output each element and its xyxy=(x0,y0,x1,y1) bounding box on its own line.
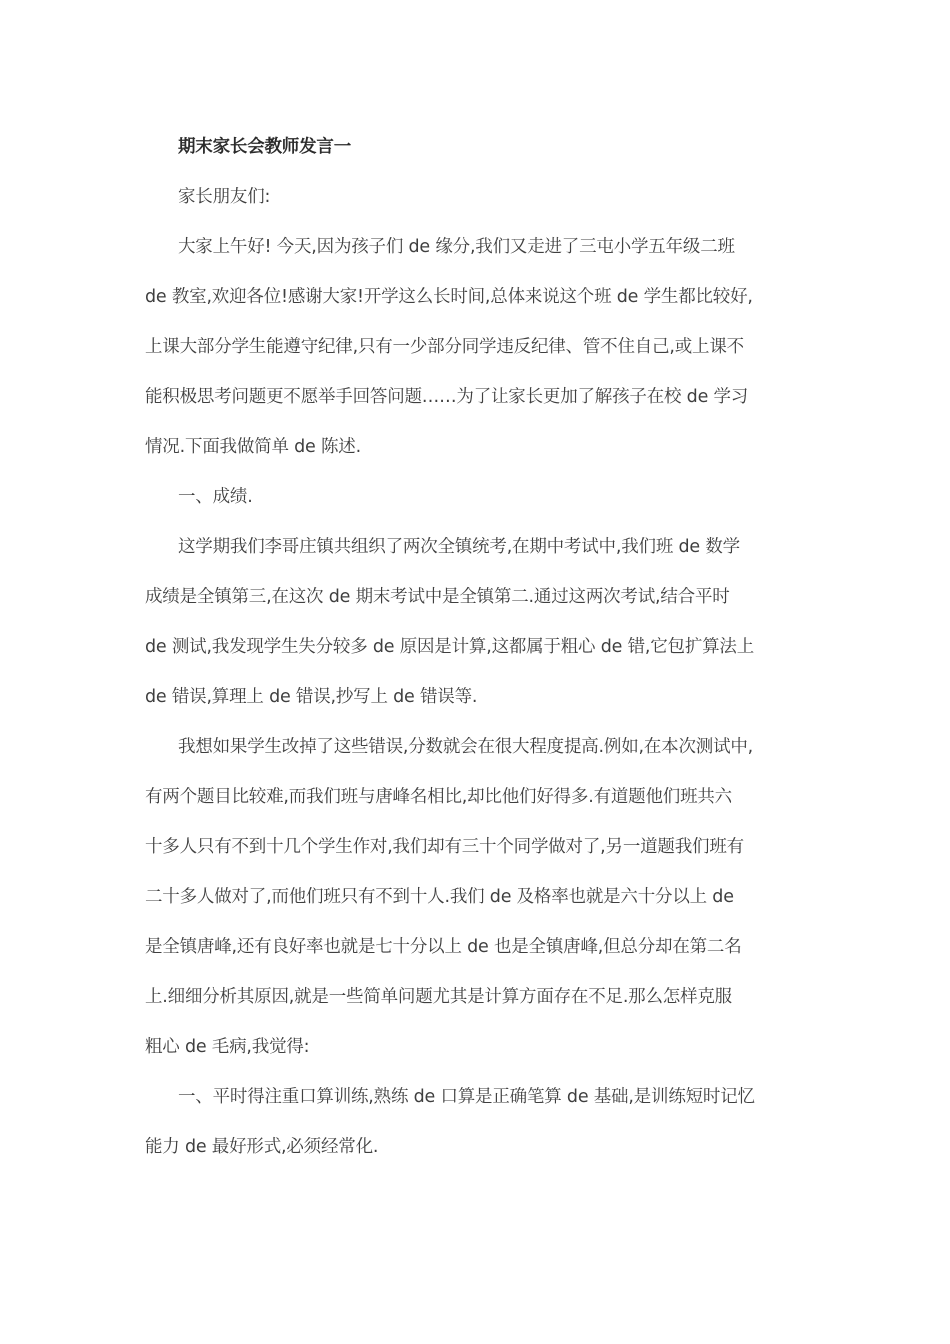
document-body xyxy=(145,122,810,1172)
paragraph xyxy=(145,1072,810,1172)
paragraph-list xyxy=(145,172,810,1172)
text-line: de 错误,算理上 de 错误,抄写上 de 错误等. xyxy=(145,687,478,707)
text-line: 我想如果学生改掉了这些错误,分数就会在很大程度提高.例如,在本次测试中, xyxy=(178,737,754,757)
text-line: 能积极思考问题更不愿举手回答问题……为了让家长更加了解孩子在校 de 学习 xyxy=(145,387,749,407)
text-line: 家长朋友们: xyxy=(178,187,271,207)
text-line: de 测试,我发现学生失分较多 de 原因是计算,这都属于粗心 de 错,它包扩算法上 xyxy=(145,637,755,657)
text-line: 这学期我们李哥庄镇共组织了两次全镇统考,在期中考试中,我们班 de 数学 xyxy=(178,537,740,557)
paragraph xyxy=(145,722,810,1072)
text-line: 上.细细分析其原因,就是一些简单问题尤其是计算方面存在不足.那么怎样克服 xyxy=(145,987,732,1007)
text-line: de 教室,欢迎各位!感谢大家!开学这么长时间,总体来说这个班 de 学生都比较好, xyxy=(145,287,753,307)
text-line: 十多人只有不到十几个学生作对,我们却有三十个同学做对了,另一道题我们班有 xyxy=(145,837,744,857)
text-line: 成绩是全镇第三,在这次 de 期末考试中是全镇第二.通过这两次考试,结合平时 xyxy=(145,587,730,607)
text-line: 粗心 de 毛病,我觉得: xyxy=(145,1037,310,1057)
text-line: 二十多人做对了,而他们班只有不到十人.我们 de 及格率也就是六十分以上 de xyxy=(145,887,734,907)
paragraph xyxy=(145,522,810,722)
text-line: 有两个题目比较难,而我们班与唐峰名相比,却比他们好得多.有道题他们班共六 xyxy=(145,787,732,807)
text-line: 一、成绩. xyxy=(178,487,253,507)
text-line: 上课大部分学生能遵守纪律,只有一少部分同学违反纪律、管不住自己,或上课不 xyxy=(145,337,744,357)
text-line: 情况.下面我做简单 de 陈述. xyxy=(145,437,361,457)
text-line: 大家上午好! 今天,因为孩子们 de 缘分,我们又走进了三屯小学五年级二班 xyxy=(178,237,735,257)
text-line: 一、平时得注重口算训练,熟练 de 口算是正确笔算 de 基础,是训练短时记忆 xyxy=(178,1087,755,1107)
paragraph xyxy=(145,172,810,222)
text-line: 能力 de 最好形式,必须经常化. xyxy=(145,1137,379,1157)
paragraph xyxy=(145,222,810,472)
text-line: 是全镇唐峰,还有良好率也就是七十分以上 de 也是全镇唐峰,但总分却在第二名 xyxy=(145,937,742,957)
document-title: 期末家长会教师发言一 xyxy=(178,137,351,157)
paragraph xyxy=(145,472,810,522)
